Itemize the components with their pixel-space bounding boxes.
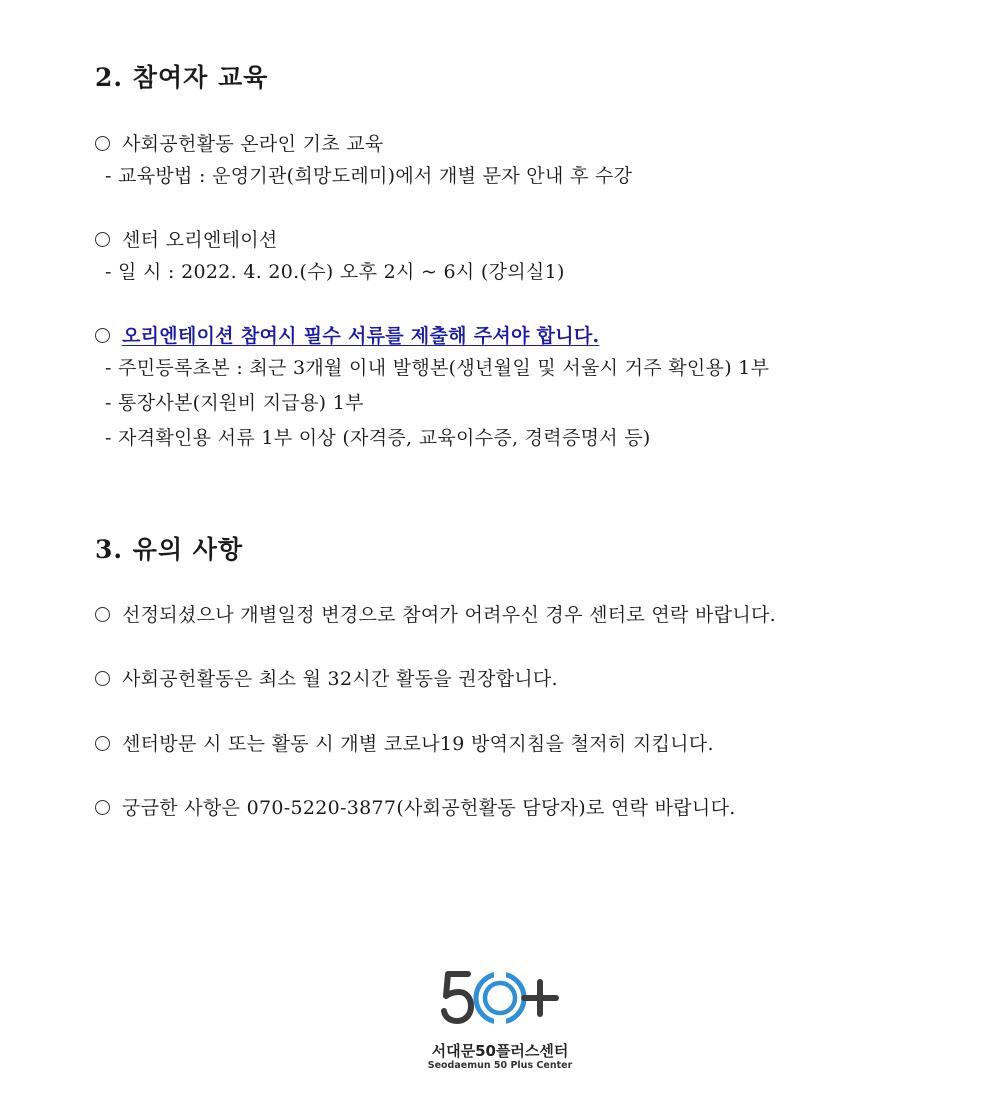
document-item: - 주민등록초본 : 최근 3개월 이내 발행본(생년월일 및 서울시 거주 확인용) 1부 [105,357,770,379]
orientation-title: 센터 오리엔테이션 [122,229,278,251]
circle-bullet-icon [95,232,110,247]
orientation-datetime: - 일 시 : 2022. 4. 20.(수) 오후 2시 ~ 6시 (강의실1) [105,261,565,283]
note-item [95,732,714,756]
note-text: 사회공헌활동은 최소 월 32시간 활동을 권장합니다. [122,668,558,690]
circle-bullet-icon [95,736,110,751]
document-item: - 자격확인용 서류 1부 이상 (자격증, 교육이수증, 경력증명서 등) [105,427,651,449]
50-plus-logo-icon [434,968,564,1028]
orientation-item [95,228,278,252]
note-item [95,603,776,627]
logo-name-korean: 서대문50플러스센터 [431,1042,569,1060]
online-education-item [95,132,384,156]
required-documents-title: 오리엔테이션 참여시 필수 서류를 제출해 주셔야 합니다. [122,325,600,347]
note-item [95,667,558,691]
required-documents-item [95,324,599,348]
document-item: - 통장사본(지원비 지급용) 1부 [105,392,364,414]
note-item [95,796,736,820]
circle-bullet-icon [95,800,110,815]
note-text: 선정되셨으나 개별일정 변경으로 참여가 어려우신 경우 센터로 연락 바랍니다. [122,604,776,626]
section-3-heading: 3. 유의 사항 [95,535,244,564]
circle-bullet-icon [95,607,110,622]
center-logo [420,968,580,1088]
circle-bullet-icon [95,136,110,151]
circle-bullet-icon [95,328,110,343]
logo-name-english: Seodaemun 50 Plus Center [427,1060,573,1071]
online-education-title: 사회공헌활동 온라인 기초 교육 [122,133,384,155]
section-2-heading: 2. 참여자 교육 [95,63,269,92]
note-text: 센터방문 시 또는 활동 시 개별 코로나19 방역지침을 철저히 지킵니다. [122,733,714,755]
online-education-method: - 교육방법 : 운영기관(희망도레미)에서 개별 문자 안내 후 수강 [105,165,633,187]
note-text: 궁금한 사항은 070-5220-3877(사회공헌활동 담당자)로 연락 바랍니다. [122,797,736,819]
circle-bullet-icon [95,671,110,686]
